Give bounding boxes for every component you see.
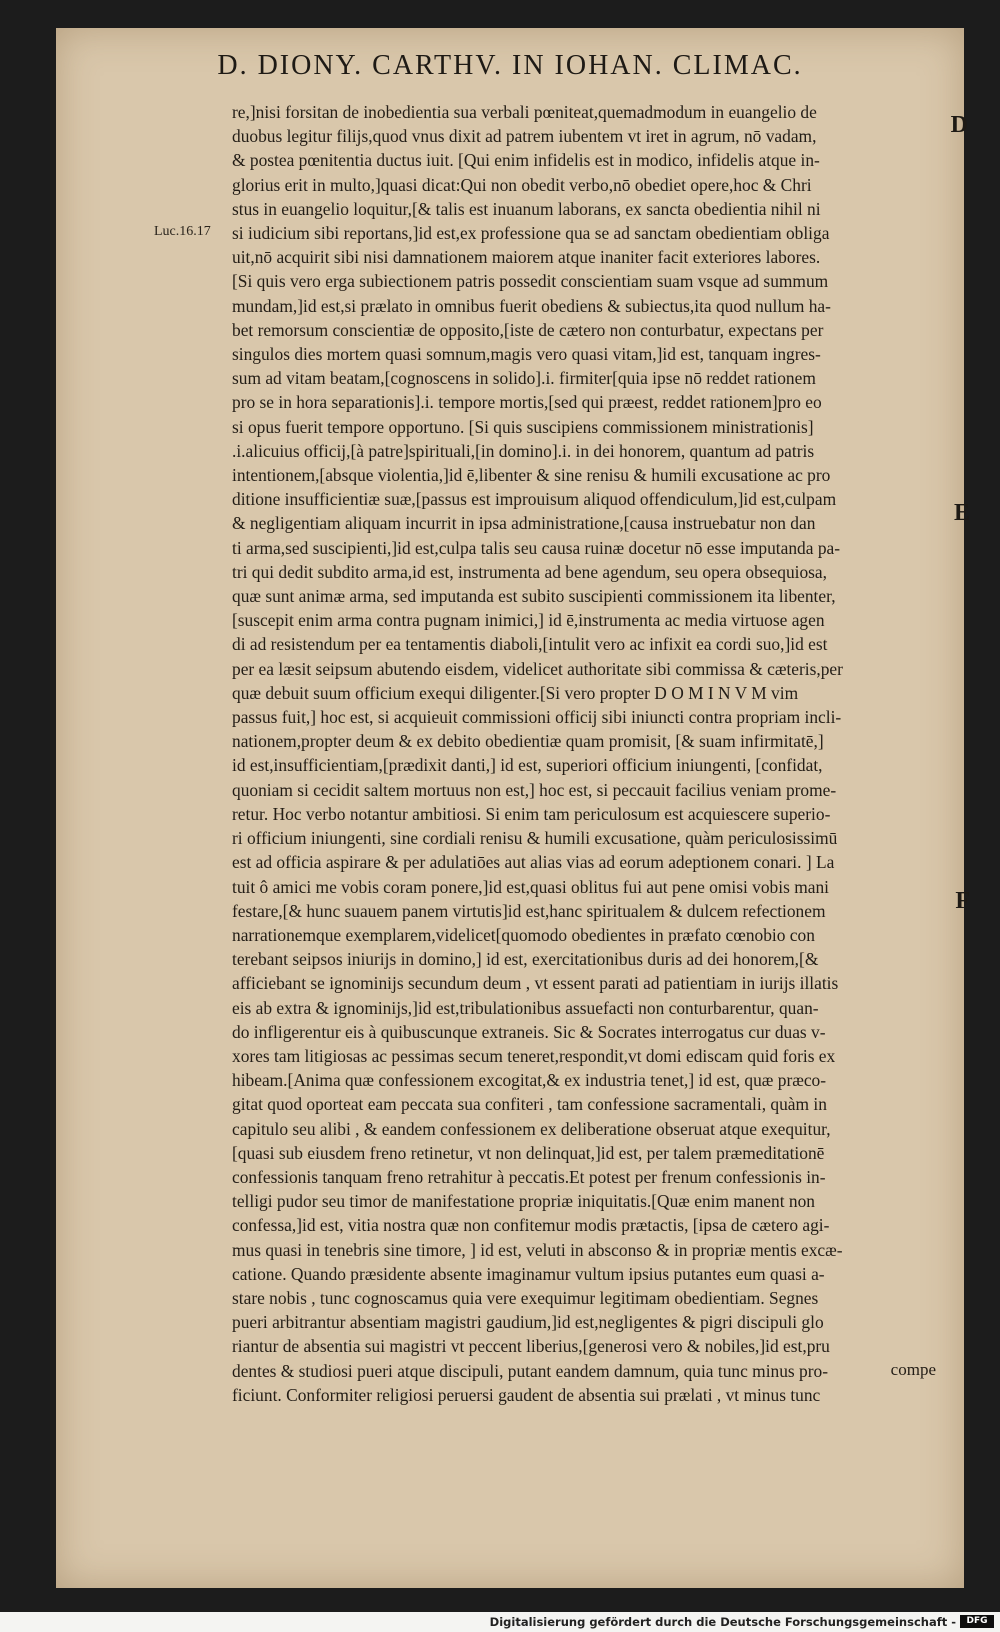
text-line: festare,[& hunc suauem panem virtutis]id est,hanc spiritualem & dulcem refectionem (232, 900, 826, 921)
text-line: catione. Quando præsidente absente imaginamur vultum ipsius putantes eum quasi a- (232, 1263, 825, 1284)
section-letter-e: E (953, 500, 970, 526)
section-letter-f: F (955, 888, 970, 914)
text-line: bet remorsum conscientiæ de opposito,[iste de cætero non conturbatur, expectans per (232, 319, 824, 340)
text-line: tri qui dedit subdito arma,id est, instrumenta ad bene agendum, seu opera obsequiosa, (232, 561, 828, 582)
text-line: pueri arbitrantur absentiam magistri gaudium,]id est,negligentes & pigri discipuli glo (232, 1312, 824, 1333)
text-line: stus in euangelio loquitur,[& talis est inuanum laborans, ex sancta obedientia nihil ni (232, 198, 821, 219)
text-line: tuit ô amici me vobis coram ponere,]id est,quasi oblitus fui aut pene omisi vobis mani (232, 876, 829, 897)
text-line: glorius erit in multo,]quasi dicat:Qui non obedit verbo,nō obediet opere,hoc & Chri (232, 174, 812, 195)
text-line: quoniam si cecidit saltem mortuus non est,] hoc est, si peccauit facilius veniam prome- (232, 779, 837, 800)
text-line: sum ad vitam beatam,[cognoscens in solido].i. firmiter[quia ipse nō reddet rationem (232, 368, 816, 389)
text-line: quæ debuit suum officium exequi diligenter.[Si vero propter D O M I N V M vim (232, 682, 799, 703)
text-line: hibeam.[Anima quæ confessionem excogitat,& ex industria tenet,] id est, quæ præco- (232, 1070, 827, 1091)
text-line: est ad officia aspirare & per adulatiōes aut alias vias ad eorum adeptionem conari. ] La (232, 852, 835, 873)
text-line: terebant seipsos iniurijs in domino,] id est, exercitationibus duris ad dei honorem,[& (232, 949, 819, 970)
margin-note: Luc.16.17 (154, 224, 211, 239)
body-text (232, 100, 932, 1407)
text-line: stare nobis , tunc cognoscamus quia vere exequimur legitimam obedientiam. Segnes (232, 1287, 819, 1308)
footer-credit: Digitalisierung gefördert durch die Deutsche Forschungsgemeinschaft - (489, 1615, 956, 1629)
book-page (56, 28, 970, 1588)
text-line: id est,insufficientiam,[prædixit danti,] id est, superiori officium iniungenti, [confidat, (232, 755, 823, 776)
text-line: confessionis tanquam freno retrahitur à peccatis.Et potest per frenum confessionis in- (232, 1166, 826, 1187)
section-letter-d: D (950, 112, 968, 138)
text-line: ti arma,sed suscipienti,]id est,culpa talis seu causa ruinæ docetur nō esse imputanda pa- (232, 537, 841, 558)
text-line: re,]nisi forsitan de inobedientia sua verbali pœniteat,quemadmodum in euangelio de (232, 102, 817, 122)
text-line: gitat quod oporteat eam peccata sua confiteri , tam confessione sacramentali, quàm in (232, 1094, 827, 1115)
text-line: .i.alicuius officij,[à patre]spirituali,[in domino].i. in dei honorem, quantum ad patris (232, 440, 815, 461)
text-line: si iudicium sibi reportans,]id est,ex professione qua se ad sanctam obedientiam obliga (232, 223, 830, 244)
text-line: eis ab extra & ignominijs,]id est,tribulationibus assuefacti non conturbarentur, quan- (232, 997, 819, 1018)
text-line: nationem,propter deum & ex debito obedientiæ quam promisit, [& suam infirmitatē,] (232, 731, 824, 752)
text-line: retur. Hoc verbo notantur ambitiosi. Si enim tam periculosum est acquiescere superio- (232, 803, 831, 824)
text-line: [Si quis vero erga subiectionem patris possedit conscientiam suam vsque ad summum (232, 271, 829, 292)
text-line: mus quasi in tenebris sine timore, ] id est, veluti in absconso & in propriæ mentis excæ- (232, 1239, 843, 1260)
text-line: xores tam litigiosas ac pessimas secum teneret,respondit,vt domi ediscam quid foris ex (232, 1045, 836, 1066)
text-line: do infligerentur eis à quibuscunque extraneis. Sic & Socrates interrogatus cur duas v- (232, 1021, 826, 1042)
text-line: & postea pœnitentia ductus iuit. [Qui enim infidelis est in modico, infidelis atque in- (232, 150, 820, 171)
text-line: singulos dies mortem quasi somnum,magis vero quasi vitam,]id est, tanquam ingres- (232, 344, 821, 365)
text-line: ditione insufficientiæ suæ,[passus est improuisum aliquod offendiculum,]id est,culpam (232, 489, 837, 510)
catchword: compe (890, 1360, 936, 1379)
text-line: dentes & studiosi pueri atque discipuli, putant eandem damnum, quia tunc minus pro- (232, 1360, 829, 1381)
text-line: afficiebant se ignominijs secundum deum , vt essent parati ad patientiam in iurijs illatis (232, 973, 839, 994)
text-line: passus fuit,] hoc est, si acquieuit commissioni officij sibi iniuncti contra propriam incli- (232, 707, 842, 728)
text-line: & negligentiam aliquam incurrit in ipsa administratione,[causa instruebatur non dan (232, 513, 816, 534)
text-line: capitulo seu alibi , & eandem confessionem ex deliberatione obseruat atque exequitur, (232, 1118, 831, 1139)
text-line: si opus fuerit tempore opportuno. [Si quis suscipiens commissionem ministrationis] (232, 416, 814, 437)
text-line: uit,nō acquirit sibi nisi damnationem maiorem atque inaniter facit exteriores labores. (232, 247, 821, 268)
text-line: riantur de absentia sui magistri vt peccent liberius,[generosi vero & nobiles,]id est,pru (232, 1336, 830, 1357)
text-line: confessa,]id est, vitia nostra quæ non confitemur modis prætactis, [ipsa de cætero agi- (232, 1215, 830, 1236)
text-line: mundam,]id est,si prælato in omnibus fuerit obediens & subiectus,ita quod nullum ha- (232, 295, 831, 316)
text-line: intentionem,[absque violentia,]id ē,libenter & sine renisu & humili excusatione ac pro (232, 465, 831, 486)
digitization-footer (0, 1612, 1000, 1632)
text-line: di ad resistendum per ea tentamentis diaboli,[intulit vero ac infixit ea cordi suo,]id est (232, 634, 828, 655)
dfg-logo-icon: DFG (960, 1615, 994, 1628)
text-line: per ea læsit seipsum abutendo eisdem, videlicet authoritate sibi commissa & cæteris,per (232, 658, 843, 679)
text-line: ficiunt. Conformiter religiosi peruersi gaudent de absentia sui prælati , vt minus tunc (232, 1384, 821, 1405)
text-line: narrationemque exemplarem,videlicet[quomodo obedientes in præfato cœnobio con (232, 924, 815, 945)
text-line: ri officium iniungenti, sine cordiali renisu & humili excusatione, quàm periculosissimū (232, 828, 838, 849)
text-line: [suscepit enim arma contra pugnam inimici,] id ē,instrumenta ac media virtuose agen (232, 610, 825, 631)
text-line: [quasi sub eiusdem freno retinetur, vt non delinquat,]id est, per talem præmeditationē (232, 1142, 825, 1163)
text-line: telligi pudor seu timor de manifestatione propriæ iniquitatis.[Quæ enim manent non (232, 1191, 815, 1212)
text-line: pro se in hora separationis].i. tempore mortis,[sed qui præest, reddet rationem]pro eo (232, 392, 822, 413)
text-line: quæ sunt animæ arma, sed imputanda est subito suscipienti commissionem ita libenter, (232, 586, 836, 607)
text-line: duobus legitur filijs,quod vnus dixit ad patrem iubentem vt iret in agrum, nō vadam, (232, 126, 817, 147)
running-head: D. DIONY. CARTHV. IN IOHAN. CLIMAC. (217, 50, 803, 81)
